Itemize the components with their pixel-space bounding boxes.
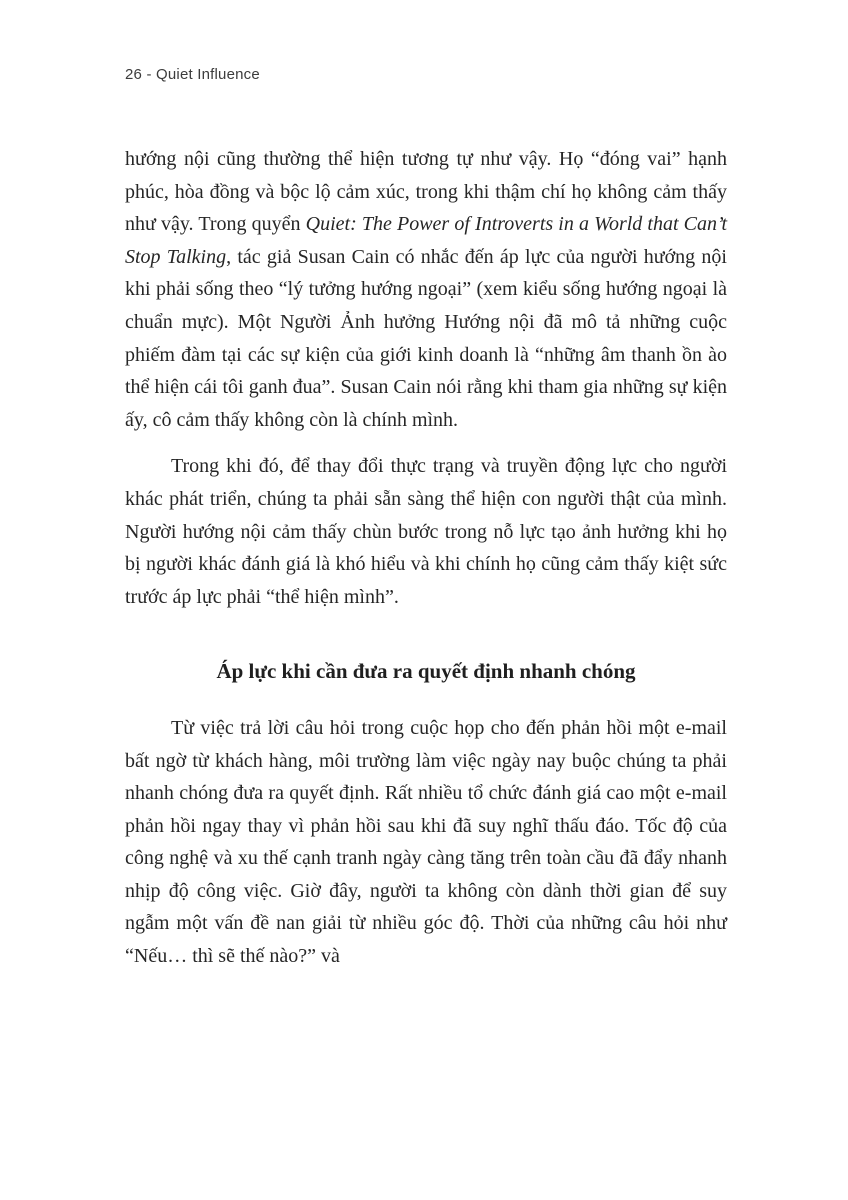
running-header	[125, 66, 727, 83]
paragraph-1	[125, 143, 727, 436]
paragraph-3: Từ việc trả lời câu hỏi trong cuộc họp cho đến phản hồi một e-mail bất ngờ từ khách hàng, môi trường làm việc ngày nay buộc chúng ta phải nhanh chóng đưa ra quyết định. Rất nhiều tổ chức đánh giá cao một e-mail phản hồi ngay thay vì phản hồi sau khi đã suy nghĩ thấu đáo. Tốc độ của công nghệ và xu thế cạnh tranh ngày càng tăng trên toàn cầu đã đẩy nhanh nhịp độ công việc. Giờ đây, người ta không còn dành thời gian để suy ngẫm một vấn đề nan giải từ nhiều góc độ. Thời của những câu hỏi như “Nếu… thì sẽ thế nào?” và	[125, 716, 727, 968]
page-body	[125, 143, 727, 973]
section-heading: Áp lực khi cần đưa ra quyết định nhanh chóng	[216, 659, 636, 684]
book-title-italic: Quiet: The Power of Introverts in a World that Can’t Stop Talking	[125, 213, 727, 268]
paragraph-1-text-after: , tác giả Susan Cain có nhắc đến áp lực của người hướng nội khi phải sống theo “lý tưởng hướng ngoại” (xem kiểu sống hướng ngoại là chuẩn mực). Một Người Ảnh hưởng Hướng nội đã mô tả những cuộc phiếm đàm tại các sự kiện của giới kinh doanh là “những âm thanh ồn ào thể hiện cái tôi ganh đua”. Susan Cain nói rằng khi tham gia những sự kiện ấy, cô cảm thấy không còn là chính mình.	[125, 245, 727, 431]
paragraph-2: Trong khi đó, để thay đổi thực trạng và truyền động lực cho người khác phát triển, chúng ta phải sẵn sàng thể hiện con người thật của mình. Người hướng nội cảm thấy chùn bước trong nỗ lực tạo ảnh hưởng khi họ bị người khác đánh giá là khó hiểu và khi chính họ cũng cảm thấy kiệt sức trước áp lực phải “thể hiện mình”.	[125, 455, 727, 608]
paragraph-1-text-before: hướng nội cũng thường thể hiện tương tự như vậy. Họ “đóng vai” hạnh phúc, hòa đồng và bộc lộ cảm xúc, trong khi thậm chí họ không cảm thấy như vậy. Trong quyển	[125, 148, 727, 236]
page-number-and-book-title: 26 - Quiet Influence	[125, 66, 260, 83]
